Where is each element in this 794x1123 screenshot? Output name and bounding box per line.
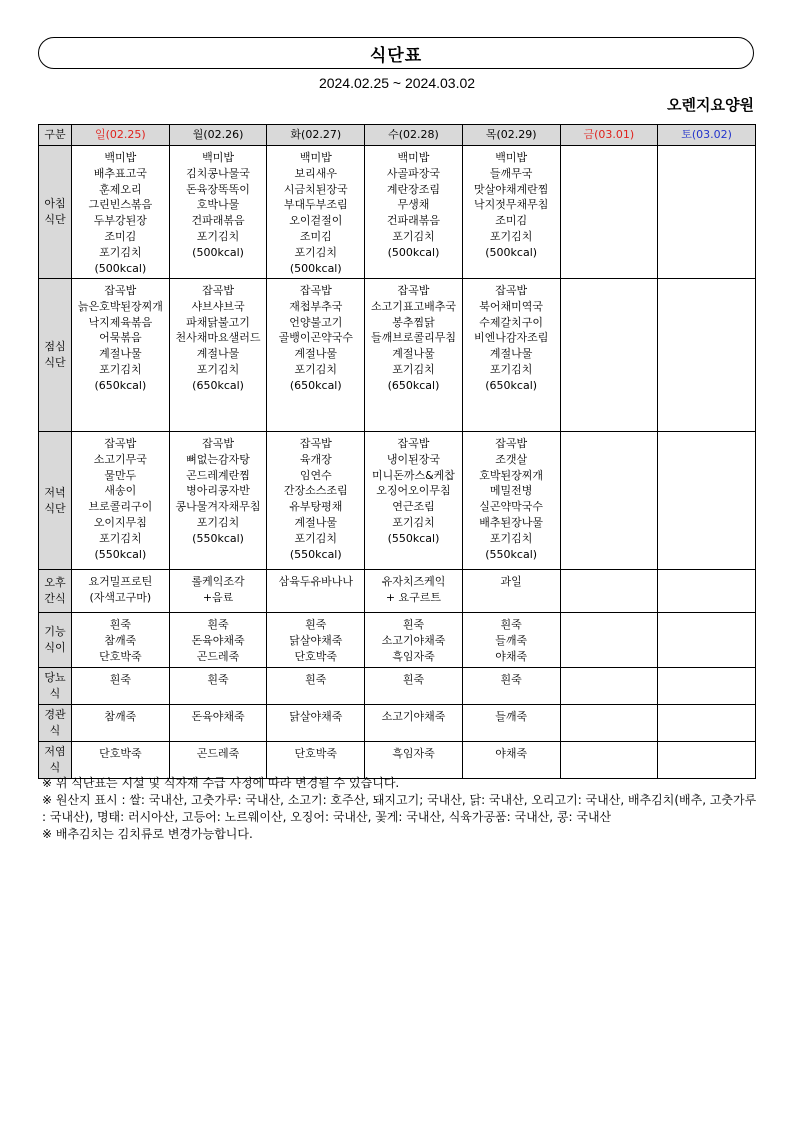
menu-item: 단호박죽 xyxy=(294,649,338,663)
menu-cell xyxy=(365,279,463,432)
menu-item: 어묵볶음 xyxy=(99,331,142,345)
menu-item: 무생채 xyxy=(397,198,430,212)
row-label xyxy=(39,432,72,570)
menu-item: 조미김 xyxy=(495,214,528,228)
row-label-line: 아침 xyxy=(44,197,66,211)
menu-cell xyxy=(365,570,463,613)
note-line: ※ 위 식단표는 시설 및 식자재 수급 사정에 따라 변경될 수 있습니다. xyxy=(42,776,400,790)
menu-item: 포기김치 xyxy=(392,515,435,529)
menu-cell xyxy=(169,432,267,570)
menu-cell xyxy=(169,613,267,668)
menu-item: 계절나물 xyxy=(196,347,240,361)
menu-item: 포기김치 xyxy=(489,531,533,545)
menu-item: 부대두부조림 xyxy=(283,198,348,212)
menu-item: 그린빈스볶음 xyxy=(88,198,153,212)
menu-cell xyxy=(462,279,560,432)
row-label-line: 당뇨 xyxy=(44,671,66,685)
menu-item: 조미김 xyxy=(299,229,332,243)
menu-cell xyxy=(169,146,267,279)
menu-item: 잡곡밥 xyxy=(299,437,332,450)
menu-cell xyxy=(169,705,267,742)
menu-item: 참깨죽 xyxy=(104,633,137,647)
menu-item: 낙지제육볶음 xyxy=(88,315,153,329)
menu-cell xyxy=(365,668,463,705)
menu-item: 흰죽 xyxy=(500,673,522,686)
menu-cell xyxy=(365,146,463,279)
menu-cell xyxy=(560,146,658,279)
menu-cell xyxy=(365,705,463,742)
menu-cell xyxy=(365,613,463,668)
menu-item: 들깨죽 xyxy=(495,710,528,723)
menu-cell xyxy=(72,742,170,779)
menu-cell xyxy=(658,146,756,279)
menu-item: 콩나물겨자채무침 xyxy=(175,500,261,514)
menu-item: 보리새우 xyxy=(294,166,338,180)
row-label-line: 식이 xyxy=(44,641,66,654)
menu-item: 냉이된장국 xyxy=(386,452,441,466)
menu-cell xyxy=(169,570,267,613)
menu-item: 북어채미역국 xyxy=(479,299,544,313)
menu-item: 요거밀프로틴 xyxy=(88,575,153,588)
breakfast-row xyxy=(39,146,756,279)
row-label-line: 기능 xyxy=(44,625,66,639)
menu-item: 맛살야채계란찜 xyxy=(473,182,549,196)
menu-item: 건파래볶음 xyxy=(386,214,441,228)
menu-item: 계절나물 xyxy=(392,347,435,361)
date-range: 2024.02.25 ~ 2024.03.02 xyxy=(318,75,476,91)
menu-cell xyxy=(267,742,365,779)
menu-item: 새송이 xyxy=(104,484,137,498)
header-day: 금(03.01) xyxy=(560,125,658,146)
menu-item: 유부탕평채 xyxy=(289,500,343,514)
menu-item: 소고기야채죽 xyxy=(381,710,446,723)
menu-item: 소고기표고배추국 xyxy=(370,299,456,313)
menu-item: 돈육야채죽 xyxy=(191,710,245,723)
menu-item: 계절나물 xyxy=(294,515,338,529)
menu-cell xyxy=(560,279,658,432)
row-label-line: 저염 xyxy=(44,745,66,759)
row-label xyxy=(39,570,72,613)
menu-item: 삼육두유바나나 xyxy=(278,575,353,588)
menu-item: 흰죽 xyxy=(109,673,131,686)
menu-item: 잡곡밥 xyxy=(495,437,528,450)
menu-item: 흰죽 xyxy=(207,673,229,686)
menu-title-box xyxy=(38,37,754,69)
menu-item: (650kcal) xyxy=(94,378,147,392)
menu-item: 과일 xyxy=(500,575,522,588)
row-label-line: 식단 xyxy=(44,356,66,369)
menu-item: 백미밥 xyxy=(397,151,430,164)
lunch-row xyxy=(39,279,756,432)
menu-item: 포기김치 xyxy=(196,515,240,529)
menu-item: 간장소스조림 xyxy=(283,484,348,498)
menu-item: 백미밥 xyxy=(495,151,528,164)
menu-item: +음료 xyxy=(202,590,234,604)
header-day: 토(03.02) xyxy=(658,125,756,146)
row-label-line: 저녁 xyxy=(44,485,66,499)
menu-item: 포기김치 xyxy=(294,245,338,259)
menu-item: (550kcal) xyxy=(289,547,342,561)
menu-item: 돈육장똑똑이 xyxy=(186,182,250,196)
menu-cell xyxy=(72,613,170,668)
menu-item: 오이지무침 xyxy=(93,515,147,529)
row-label-line: 식 xyxy=(49,687,61,700)
menu-item: 호박나물 xyxy=(196,198,240,212)
menu-item: 흰죽 xyxy=(402,618,425,631)
menu-item: 소고기야채죽 xyxy=(381,633,446,647)
menu-item: 언양불고기 xyxy=(289,315,343,329)
menu-cell xyxy=(462,432,560,570)
row-label xyxy=(39,742,72,779)
menu-cell xyxy=(72,668,170,705)
menu-cell xyxy=(560,432,658,570)
menu-item: 파채닭불고기 xyxy=(186,315,250,329)
menu-item: 메밀전병 xyxy=(489,484,533,498)
row-label xyxy=(39,146,72,279)
menu-cell xyxy=(462,742,560,779)
menu-item: 들깨브로콜리무침 xyxy=(370,331,456,345)
menu-item: 곤드레계란찜 xyxy=(186,468,250,482)
menu-item: 미니돈까스&케찹 xyxy=(371,468,455,482)
note-line: ※ 원산지 표시 : 쌀: 국내산, 고춧가루: 국내산, 소고기: 호주산, 돼지고기; 국내산, 닭: 국내산, 오리고기: 국내산, 배추김치(배추, 고춧가루 : 국내산), 명태: 러시아산, 고등어: 노르웨이산, 오징어: 국내산, 꽃게: 국내산, 식육가공품: 국내산, 콩: 국내산 xyxy=(42,793,757,824)
header-category: 구분 xyxy=(39,125,72,146)
page-title: 식단표 xyxy=(369,45,423,66)
menu-item: 흑임자죽 xyxy=(392,747,435,760)
row-label-line: 식 xyxy=(49,724,61,737)
menu-cell xyxy=(267,570,365,613)
menu-cell xyxy=(658,613,756,668)
menu-item: 물만두 xyxy=(104,468,137,482)
table-header-row xyxy=(39,125,756,146)
menu-cell xyxy=(462,613,560,668)
menu-cell xyxy=(365,742,463,779)
menu-item: 백미밥 xyxy=(202,151,234,164)
menu-item: 낙지젓무채무침 xyxy=(473,198,549,212)
menu-item: (650kcal) xyxy=(289,378,342,392)
organization-name: 오렌지요양원 xyxy=(667,96,754,114)
row-label xyxy=(39,279,72,432)
row-label xyxy=(39,613,72,668)
menu-item: (500kcal) xyxy=(192,245,244,259)
menu-item: (500kcal) xyxy=(485,245,538,259)
menu-cell xyxy=(169,668,267,705)
menu-cell xyxy=(72,432,170,570)
menu-item: 들깨무국 xyxy=(489,166,533,180)
menu-item: 포기김치 xyxy=(99,245,142,259)
weekly-menu-table xyxy=(38,124,756,779)
menu-item: 병아리콩자반 xyxy=(186,484,250,498)
menu-item: 닭살야채죽 xyxy=(289,710,343,723)
menu-item: 김치콩나물국 xyxy=(186,166,250,180)
menu-item: 뼈없는감자탕 xyxy=(186,452,250,466)
menu-item: 사골파장국 xyxy=(386,166,441,180)
menu-item: 임연수 xyxy=(299,468,332,482)
menu-item: 재첩부추국 xyxy=(289,299,343,313)
menu-item: 곤드레죽 xyxy=(196,747,240,760)
snack-row xyxy=(39,570,756,613)
menu-cell xyxy=(267,613,365,668)
menu-item: 잡곡밥 xyxy=(397,437,430,450)
menu-item: 잡곡밥 xyxy=(397,284,430,297)
menu-cell xyxy=(560,705,658,742)
menu-item: 골뱅이곤약국수 xyxy=(278,331,353,345)
menu-cell xyxy=(462,570,560,613)
row-label xyxy=(39,705,72,742)
menu-item: 들깨죽 xyxy=(495,633,528,647)
menu-cell xyxy=(658,432,756,570)
menu-item: 포기김치 xyxy=(392,229,435,243)
row-label-line: 오후 xyxy=(44,576,66,590)
menu-item: 흰죽 xyxy=(109,618,131,631)
menu-item: 실곤약막국수 xyxy=(479,500,544,514)
menu-item: 포기김치 xyxy=(196,229,240,243)
menu-item: 호박된장찌개 xyxy=(479,468,544,482)
menu-item: 포기김치 xyxy=(489,229,533,243)
menu-cell xyxy=(169,279,267,432)
menu-item: 늙은호박된장찌개 xyxy=(77,299,163,313)
menu-item: 흰죽 xyxy=(207,618,229,631)
menu-item: (650kcal) xyxy=(387,378,440,392)
menu-item: 오이겉절이 xyxy=(289,214,343,228)
menu-item: 단호박죽 xyxy=(294,747,338,760)
menu-item: 오징어오이무침 xyxy=(376,484,451,498)
menu-item: 배추된장나물 xyxy=(479,515,544,529)
menu-item: (자색고구마) xyxy=(89,590,152,604)
menu-item: (550kcal) xyxy=(485,547,538,561)
menu-item: 포기김치 xyxy=(294,362,338,376)
menu-cell xyxy=(72,705,170,742)
menu-cell xyxy=(365,432,463,570)
menu-item: 천사채마요샐러드 xyxy=(175,331,261,345)
menu-item: 조미김 xyxy=(104,229,137,243)
menu-item: 비엔나감자조림 xyxy=(473,331,549,345)
menu-item: 훈제오리 xyxy=(99,182,142,196)
menu-item: 잡곡밥 xyxy=(202,437,234,450)
functional-diet-row xyxy=(39,613,756,668)
menu-item: + 요구르트 xyxy=(385,590,442,604)
menu-item: 흰죽 xyxy=(402,673,425,686)
menu-item: 계절나물 xyxy=(294,347,338,361)
row-label-line: 경관 xyxy=(44,708,66,722)
menu-item: 참깨죽 xyxy=(104,710,137,723)
menu-item: 잡곡밥 xyxy=(104,437,137,450)
menu-item: (550kcal) xyxy=(94,547,147,561)
menu-cell xyxy=(658,668,756,705)
menu-cell xyxy=(267,146,365,279)
header-day: 일(02.25) xyxy=(72,125,170,146)
row-label-line: 간식 xyxy=(44,592,66,605)
menu-item: 연근조림 xyxy=(392,500,435,514)
menu-cell xyxy=(72,570,170,613)
menu-item: 곤드레죽 xyxy=(196,649,240,663)
menu-cell xyxy=(267,668,365,705)
note-line: ※ 배추김치는 김치류로 변경가능합니다. xyxy=(42,827,253,841)
menu-item: (550kcal) xyxy=(387,531,440,545)
header-day: 목(02.29) xyxy=(462,125,560,146)
header-day: 수(02.28) xyxy=(365,125,463,146)
menu-item: 봉추찜닭 xyxy=(392,315,435,329)
row-label-line: 식단 xyxy=(44,501,66,515)
header-day: 화(02.27) xyxy=(267,125,365,146)
menu-cell xyxy=(560,668,658,705)
menu-item: 야채죽 xyxy=(495,649,528,663)
row-label-line: 점심 xyxy=(44,340,66,354)
menu-cell xyxy=(658,570,756,613)
menu-item: 포기김치 xyxy=(392,362,435,376)
row-label-line: 식 xyxy=(49,761,61,774)
menu-item: 육개장 xyxy=(299,452,332,466)
menu-item: 조갯살 xyxy=(495,452,528,466)
menu-item: 롤케익조각 xyxy=(191,575,245,588)
menu-item: 배추표고국 xyxy=(93,166,147,180)
dinner-row xyxy=(39,432,756,570)
menu-item: 잡곡밥 xyxy=(104,284,137,297)
menu-item: 포기김치 xyxy=(196,362,240,376)
menu-item: 포기김치 xyxy=(99,362,142,376)
menu-item: 계란장조림 xyxy=(386,182,441,196)
menu-item: 흰죽 xyxy=(500,618,522,631)
diabetic-diet-row xyxy=(39,668,756,705)
menu-item: 두부강된장 xyxy=(93,214,147,228)
menu-item: 포기김치 xyxy=(294,531,338,545)
menu-item: (500kcal) xyxy=(289,261,342,275)
menu-cell xyxy=(267,279,365,432)
menu-cell xyxy=(462,146,560,279)
menu-item: 흰죽 xyxy=(305,618,327,631)
menu-item: 수제갈치구이 xyxy=(479,315,544,329)
low-salt-row xyxy=(39,742,756,779)
menu-item: (500kcal) xyxy=(387,245,440,259)
menu-cell xyxy=(658,279,756,432)
menu-item: 샤브샤브국 xyxy=(191,299,245,313)
menu-cell xyxy=(658,705,756,742)
menu-item: 닭살야채죽 xyxy=(289,633,343,647)
menu-cell xyxy=(72,279,170,432)
menu-cell xyxy=(560,570,658,613)
menu-item: 브로콜리구이 xyxy=(88,500,153,514)
menu-item: 건파래볶음 xyxy=(191,214,245,228)
menu-item: 백미밥 xyxy=(104,151,137,164)
menu-item: 시금치된장국 xyxy=(283,182,348,196)
menu-cell xyxy=(72,146,170,279)
menu-cell xyxy=(267,705,365,742)
menu-item: 단호박죽 xyxy=(99,649,142,663)
menu-cell xyxy=(462,705,560,742)
menu-cell xyxy=(560,613,658,668)
menu-item: 잡곡밥 xyxy=(495,284,528,297)
menu-item: 유자치즈케익 xyxy=(381,575,446,588)
menu-item: (500kcal) xyxy=(94,261,147,275)
menu-item: 계절나물 xyxy=(99,347,142,361)
notes-section xyxy=(42,775,758,843)
menu-item: 잡곡밥 xyxy=(299,284,332,297)
menu-item: (650kcal) xyxy=(485,378,538,392)
menu-item: 흰죽 xyxy=(305,673,327,686)
menu-item: 백미밥 xyxy=(299,151,332,164)
menu-cell xyxy=(267,432,365,570)
menu-item: 소고기무국 xyxy=(93,452,147,466)
menu-item: 흑임자죽 xyxy=(392,649,435,663)
header-day: 월(02.26) xyxy=(169,125,267,146)
menu-cell xyxy=(560,742,658,779)
menu-cell xyxy=(462,668,560,705)
menu-cell xyxy=(169,742,267,779)
menu-item: 계절나물 xyxy=(489,347,533,361)
row-label xyxy=(39,668,72,705)
menu-item: 돈육야채죽 xyxy=(191,633,245,647)
menu-item: 단호박죽 xyxy=(99,747,142,760)
tube-feeding-row xyxy=(39,705,756,742)
row-label-line: 식단 xyxy=(44,213,66,226)
menu-item: 야채죽 xyxy=(495,747,528,760)
menu-item: (650kcal) xyxy=(192,378,244,392)
menu-item: 잡곡밥 xyxy=(202,284,234,297)
menu-item: 포기김치 xyxy=(99,531,142,545)
menu-item: (550kcal) xyxy=(192,531,244,545)
menu-cell xyxy=(658,742,756,779)
menu-item: 포기김치 xyxy=(489,362,533,376)
